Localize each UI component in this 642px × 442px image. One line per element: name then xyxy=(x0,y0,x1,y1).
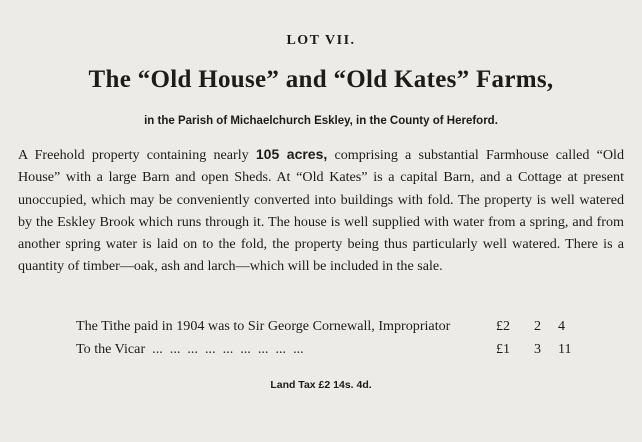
description-body: comprising a substantial Farmhouse called “Old House” with a large Barn and open Sheds. At “Old Kates” is a capital Barn, and a Cottage at present unoccupied, which may be conveniently converted into buildings with fold. The property is well watered by the Eskley Brook which runs through it. The house is well supplied with water from a spring, and from another spring water is laid on to the fold, the property being thus particularly well watered. There is a quantity of timber—oak, ash and larch—which will be included in the sale. xyxy=(18,147,624,275)
property-title: The “Old House” and “Old Kates” Farms, xyxy=(88,66,554,93)
tithe-pence: 4 xyxy=(558,318,566,334)
property-description xyxy=(18,143,624,278)
tithe-shillings: 2 xyxy=(534,318,542,334)
lot-number: LOT VII. xyxy=(286,33,356,48)
tithe-label: To the Vicar ... ... ... ... ... ... ... ... ... xyxy=(76,341,304,357)
tithe-row-impropriator xyxy=(76,318,636,335)
tithe-label: The Tithe paid in 1904 was to Sir George Cornewall, Impropriator xyxy=(76,318,451,334)
tithe-row-vicar xyxy=(76,341,636,358)
tithe-pounds: £2 xyxy=(496,318,511,334)
description-intro: A Freehold property containing nearly xyxy=(18,147,256,163)
tithe-shillings: 3 xyxy=(534,341,542,357)
acreage: 105 acres, xyxy=(255,146,328,162)
land-tax: Land Tax £2 14s. 4d. xyxy=(270,379,372,391)
tithe-pounds: £1 xyxy=(496,341,511,357)
tithe-pence: 11 xyxy=(558,341,572,357)
property-location: in the Parish of Michaelchurch Eskley, in the County of Hereford. xyxy=(144,115,498,127)
